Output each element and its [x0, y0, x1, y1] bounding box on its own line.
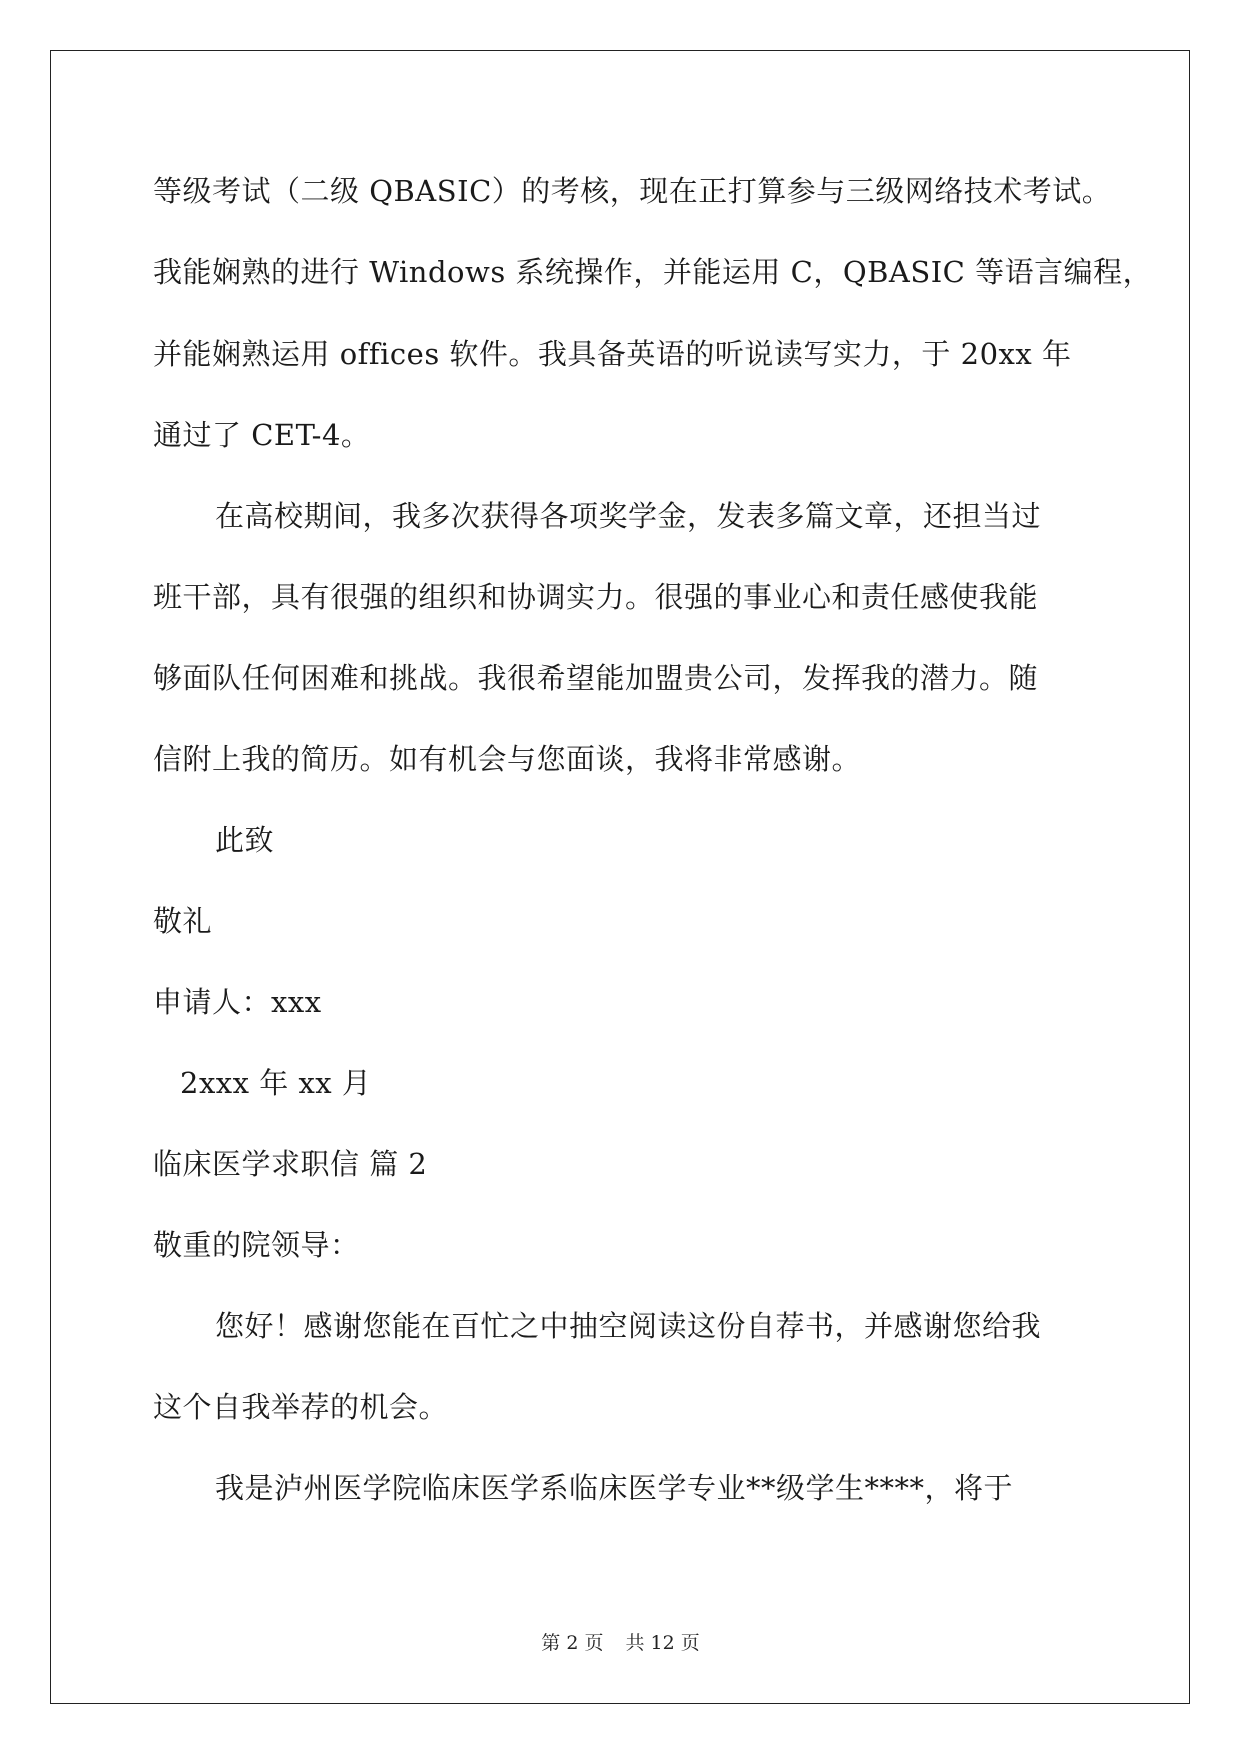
page-footer — [0, 1632, 1241, 1654]
body-line-10: 这个自我举荐的机会。 — [153, 1390, 449, 1424]
page-border — [50, 50, 1190, 1704]
body-line-9: 您好！感谢您能在百忙之中抽空阅读这份自荐书，并感谢您给我 — [215, 1309, 1042, 1343]
body-line-5: 在高校期间，我多次获得各项奖学金，发表多篇文章，还担当过 — [215, 499, 1042, 533]
body-line-4: 通过了 CET-4。 — [153, 418, 371, 452]
body-line-8: 信附上我的简历。如有机会与您面谈，我将非常感谢。 — [153, 742, 862, 776]
body-line-11: 我是泸州医学院临床医学系临床医学专业**级学生****，将于 — [215, 1471, 1014, 1505]
body-line-2: 我能娴熟的进行 Windows 系统操作，并能运用 C，QBASIC 等语言编程， — [153, 255, 1153, 289]
section-heading: 临床医学求职信 篇 2 — [153, 1147, 428, 1181]
closing-salutation: 此致 — [215, 823, 275, 857]
date-line: 2xxx 年 xx 月 — [180, 1066, 372, 1100]
applicant-line: 申请人：xxx — [153, 985, 322, 1019]
body-line-7: 够面队任何困难和挑战。我很希望能加盟贵公司，发挥我的潜力。随 — [153, 661, 1039, 695]
page-number-total: 共 12 页 — [625, 1632, 700, 1654]
body-line-3: 并能娴熟运用 offices 软件。我具备英语的听说读写实力，于 20xx 年 — [153, 337, 1072, 371]
body-line-1: 等级考试（二级 QBASIC）的考核，现在正打算参与三级网络技术考试。 — [153, 174, 1112, 208]
greeting-line: 敬重的院领导： — [153, 1228, 360, 1262]
body-line-6: 班干部，具有很强的组织和协调实力。很强的事业心和责任感使我能 — [153, 580, 1039, 614]
page-number-current: 第 2 页 — [541, 1632, 604, 1654]
closing-regards: 敬礼 — [153, 904, 213, 938]
